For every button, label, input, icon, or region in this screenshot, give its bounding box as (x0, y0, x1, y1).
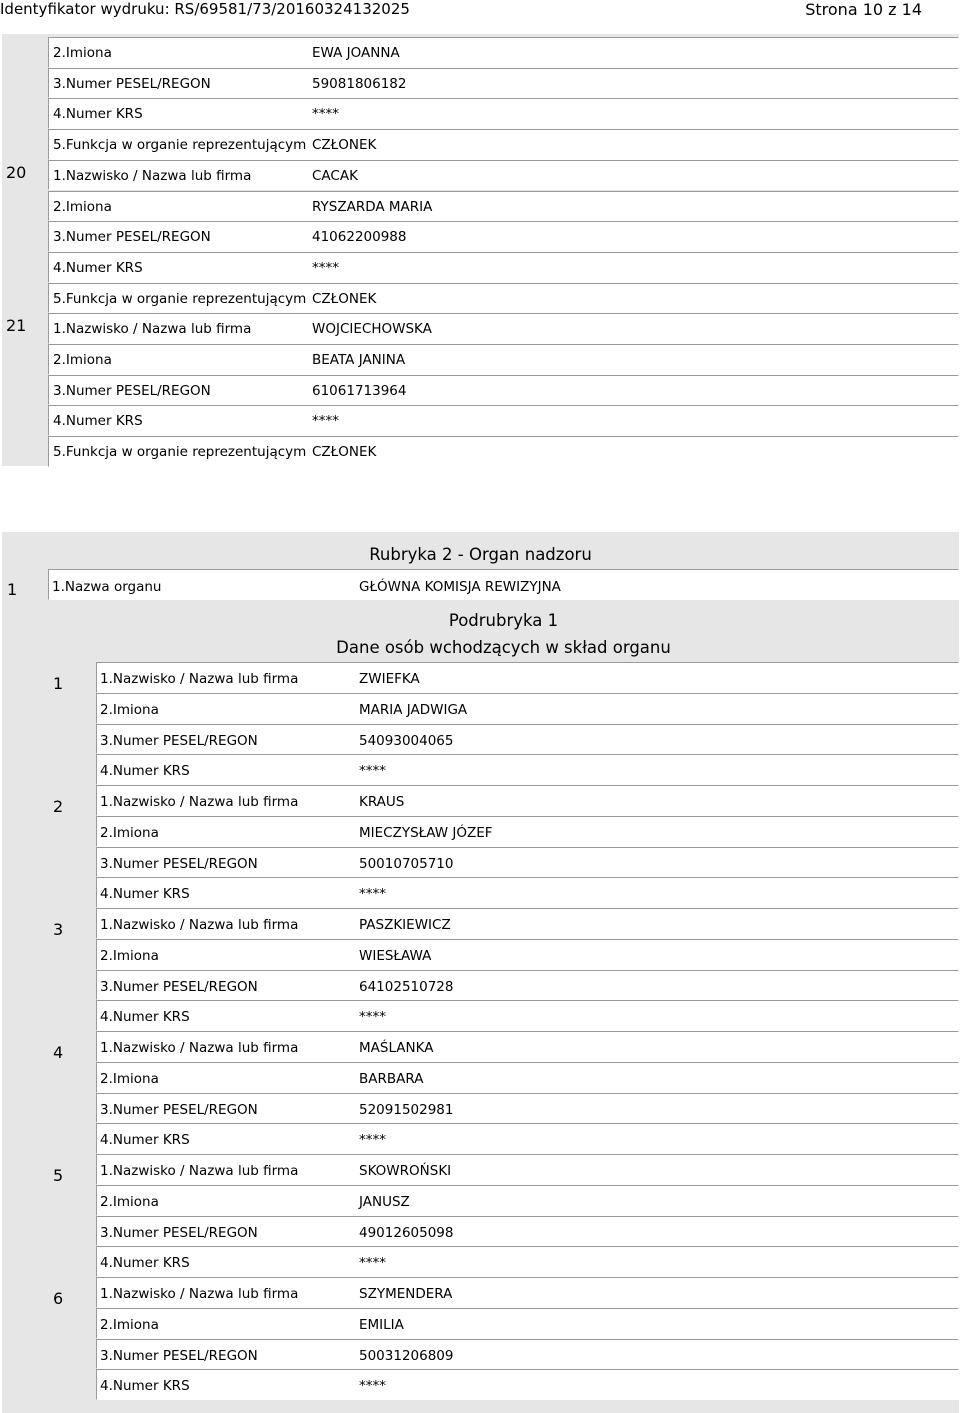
subrubryka-subtitle: Dane osób wchodzących w skład organu (336, 638, 671, 657)
print-header (0, 0, 960, 22)
field-label: 1.Nazwisko / Nazwa lub firma (53, 321, 252, 338)
field-label: 4.Numer KRS (100, 1378, 190, 1395)
field-label: 3.Numer PESEL/REGON (100, 732, 258, 749)
field-row (96, 816, 959, 847)
field-row (96, 1369, 959, 1400)
field-value: MIECZYSŁAW JÓZEF (359, 824, 493, 841)
field-value: **** (312, 413, 339, 430)
field-label: 2.Imiona (100, 701, 159, 718)
field-value: 61061713964 (312, 382, 407, 399)
field-value: CZŁONEK (312, 137, 377, 154)
field-value: RYSZARDA MARIA (312, 198, 433, 215)
field-label: 1.Nazwisko / Nazwa lub firma (100, 1040, 299, 1056)
field-row (48, 252, 959, 283)
field-value: EWA JOANNA (312, 45, 400, 61)
field-row (96, 1123, 959, 1154)
field-value: **** (359, 1009, 386, 1026)
field-row (48, 405, 959, 436)
organ-name-label: 1.Nazwa organu (52, 579, 162, 595)
rubryka-index: 1 (7, 580, 18, 599)
field-value: SKOWROŃSKI (359, 1163, 452, 1179)
field-label: 1.Nazwisko / Nazwa lub firma (100, 794, 299, 810)
field-label: 3.Numer PESEL/REGON (53, 75, 211, 92)
print-identifier: Identyfikator wydruku: RS/69581/73/20160324132025 (0, 0, 410, 18)
field-label: 3.Numer PESEL/REGON (100, 1101, 258, 1118)
field-row (96, 1062, 959, 1093)
field-label: 3.Numer PESEL/REGON (100, 855, 258, 872)
field-row (96, 1308, 959, 1339)
field-value: **** (359, 1132, 386, 1149)
field-label: 2.Imiona (100, 1316, 159, 1333)
field-row (48, 191, 959, 222)
field-label: 4.Numer KRS (53, 413, 143, 430)
field-label: 2.Imiona (100, 824, 159, 841)
field-label: 2.Imiona (100, 1193, 159, 1210)
field-value: 41062200988 (312, 229, 407, 246)
field-value: 50031206809 (359, 1347, 454, 1364)
field-value: **** (359, 886, 386, 903)
field-label: 1.Nazwisko / Nazwa lub firma (100, 1163, 299, 1179)
field-value: 50010705710 (359, 855, 454, 872)
field-label: 4.Numer KRS (100, 1009, 190, 1026)
organ-name-value: GŁÓWNA KOMISJA REWIZYJNA (359, 579, 561, 595)
field-value: **** (359, 763, 386, 780)
field-row (96, 1000, 959, 1031)
field-value: WOJCIECHOWSKA (312, 321, 432, 338)
field-value: 49012605098 (359, 1224, 454, 1241)
field-row (48, 344, 959, 375)
field-row (48, 37, 959, 68)
field-value: **** (359, 1378, 386, 1395)
field-value: ZWIEFKA (359, 671, 420, 687)
field-value: **** (312, 106, 339, 123)
subrubryka-title: Podrubryka 1 (448, 611, 559, 630)
person-index: 2 (53, 797, 64, 816)
field-label: 3.Numer PESEL/REGON (53, 382, 211, 399)
field-row (96, 693, 959, 724)
field-label: 1.Nazwisko / Nazwa lub firma (100, 1286, 299, 1302)
field-value: CZŁONEK (312, 290, 377, 307)
field-label: 1.Nazwisko / Nazwa lub firma (100, 671, 299, 687)
page-number: Strona 10 z 14 (805, 0, 922, 19)
field-label: 5.Funkcja w organie reprezentującym (53, 444, 307, 461)
field-value: WIESŁAWA (359, 947, 432, 964)
rubryka-title: Rubryka 2 - Organ nadzoru (369, 545, 592, 564)
field-row (96, 939, 959, 970)
field-label: 4.Numer KRS (100, 886, 190, 903)
field-row (96, 877, 959, 908)
field-label: 5.Funkcja w organie reprezentującym (53, 137, 307, 154)
field-value: CACAK (312, 167, 358, 184)
field-row (96, 754, 959, 785)
field-label: 2.Imiona (100, 1070, 159, 1087)
field-label: 4.Numer KRS (100, 763, 190, 780)
field-value: BEATA JANINA (312, 352, 406, 368)
field-value: 59081806182 (312, 75, 407, 92)
field-value: PASZKIEWICZ (359, 917, 451, 933)
field-label: 2.Imiona (100, 947, 159, 964)
field-row (96, 1185, 959, 1216)
field-value: KRAUS (359, 794, 405, 810)
field-label: 3.Numer PESEL/REGON (100, 978, 258, 995)
field-label: 3.Numer PESEL/REGON (53, 229, 211, 246)
field-label: 5.Funkcja w organie reprezentującym (53, 290, 307, 307)
person-index: 20 (6, 162, 27, 182)
field-value: 52091502981 (359, 1101, 454, 1118)
field-value: MAŚLANKA (359, 1040, 434, 1056)
field-label: 3.Numer PESEL/REGON (100, 1347, 258, 1364)
field-value: CZŁONEK (312, 444, 377, 461)
field-label: 3.Numer PESEL/REGON (100, 1224, 258, 1241)
person-index: 1 (53, 674, 64, 693)
field-value: 54093004065 (359, 732, 454, 749)
person-index: 5 (53, 1166, 64, 1185)
field-value: BARBARA (359, 1070, 424, 1087)
field-label: 1.Nazwisko / Nazwa lub firma (53, 167, 252, 184)
person-index: 4 (53, 1043, 64, 1062)
field-label: 1.Nazwisko / Nazwa lub firma (100, 917, 299, 933)
field-value: 64102510728 (359, 978, 454, 995)
field-value: **** (312, 259, 339, 276)
field-row (48, 98, 959, 129)
person-index: 21 (6, 316, 27, 336)
person-index: 3 (53, 920, 64, 939)
field-label: 4.Numer KRS (100, 1132, 190, 1149)
field-row (96, 1246, 959, 1277)
field-label: 4.Numer KRS (53, 106, 143, 123)
person-index: 6 (53, 1289, 64, 1308)
field-value: MARIA JADWIGA (359, 701, 468, 718)
field-label: 4.Numer KRS (100, 1255, 190, 1272)
field-label: 4.Numer KRS (53, 259, 143, 276)
field-value: JANUSZ (359, 1193, 410, 1210)
field-label: 2.Imiona (53, 352, 112, 368)
field-value: **** (359, 1255, 386, 1272)
field-value: EMILIA (359, 1316, 404, 1333)
field-value: SZYMENDERA (359, 1286, 453, 1302)
field-label: 2.Imiona (53, 198, 112, 215)
field-label: 2.Imiona (53, 45, 112, 61)
